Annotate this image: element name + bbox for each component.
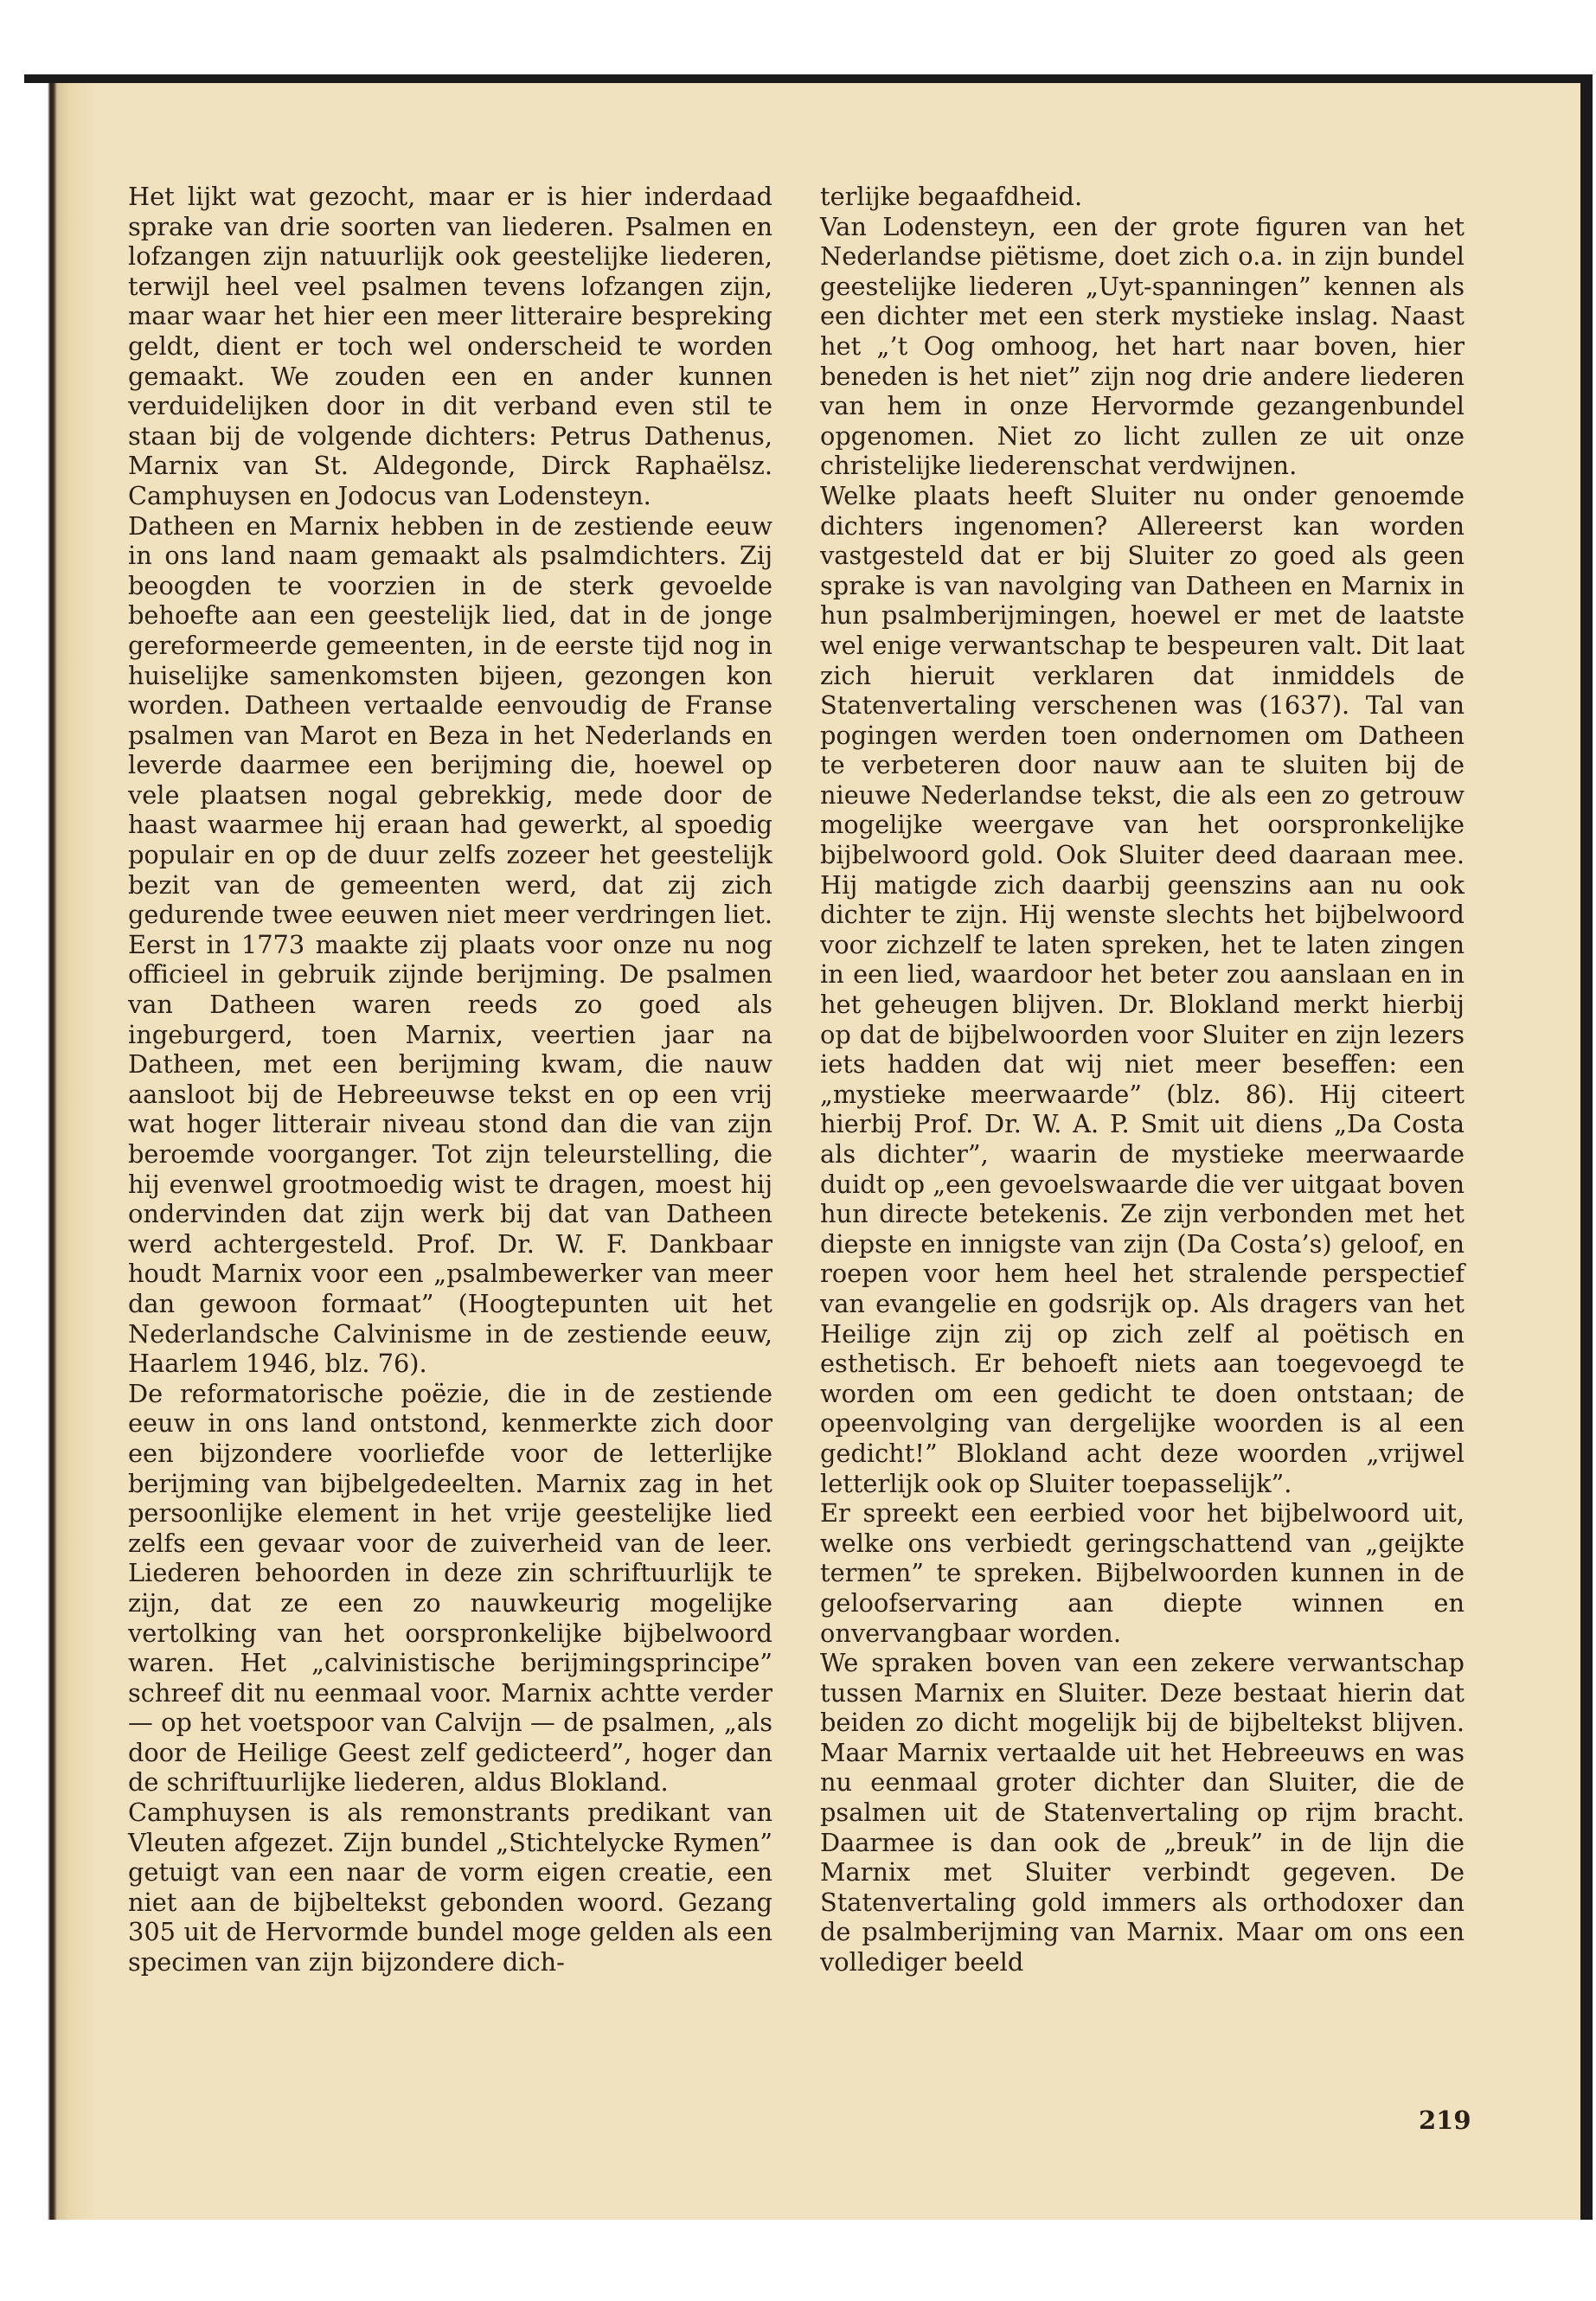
page-number: 219 [1419, 2106, 1471, 2135]
paragraph: Van Lodensteyn, een der grote figuren van het Nederlandse piëtisme, doet zich o.a. in zijn bundel geestelijke liederen „Uyt-spanningen” kennen als een dichter met een sterk mystieke inslag. Naast het „’t Oog omhoog, het hart naar boven, hier beneden is het niet” zijn nog drie andere liederen van hem in onze Hervormde gezangenbundel opgenomen. Niet zo licht zullen ze uit onze christelijke liederenschat verdwijnen. [820, 211, 1465, 481]
paragraph: We spraken boven van een zekere verwantschap tussen Marnix en Sluiter. Deze bestaat hierin dat beiden zo dicht mogelijk bij de bijbeltekst blijven. Maar Marnix vertaalde uit het Hebreeuws en was nu eenmaal groter dichter dan Sluiter, die de psalmen uit de Statenvertaling op rijm bracht. Daarmee is dan ook de „breuk” in de lijn die Marnix met Sluiter verbindt gegeven. De Statenvertaling gold immers als orthodoxer dan de psalmberijming van Marnix. Maar om ons een vollediger beeld [820, 1648, 1465, 1977]
paragraph: Het lijkt wat gezocht, maar er is hier inderdaad sprake van drie soorten van liederen. Psalmen en lofzangen zijn natuurlijk ook geestelijke liederen, terwijl heel veel psalmen tevens lofzangen zijn, maar waar het hier een meer litteraire bespreking geldt, dient er toch wel onderscheid te worden gemaakt. We zouden een en ander kunnen verduidelijken door in dit verband even stil te staan bij de volgende dichters: Petrus Dathenus, Marnix van St. Aldegonde, Dirck Raphaëlsz. Camphuysen en Jodocus van Lodensteyn. [128, 182, 772, 510]
paragraph: Er spreekt een eerbied voor het bijbelwoord uit, welke ons verbiedt geringschattend van „geijkte termen” te spreken. Bijbelwoorden kunnen in de geloofservaring aan diepte winnen en onvervangbaar worden. [820, 1498, 1465, 1648]
paragraph: Datheen en Marnix hebben in de zestiende eeuw in ons land naam gemaakt als psalmdichters. Zij beoogden te voorzien in de sterk gevoelde behoefte aan een geestelijk lied, dat in de jonge gereformeerde gemeenten, in de eerste tijd nog in huiselijke samenkomsten bijeen, gezongen kon worden. Datheen vertaalde eenvoudig de Franse psalmen van Marot en Beza in het Nederlands en leverde daarmee een berijming die, hoewel op vele plaatsen nogal gebrekkig, mede door de haast waarmee hij eraan had gewerkt, al spoedig populair en op de duur zelfs zozeer het geestelijk bezit van de gemeenten werd, dat zij zich gedurende twee eeuwen niet meer verdringen liet. Eerst in 1773 maakte zij plaats voor onze nu nog officieel in gebruik zijnde berijming. De psalmen van Datheen waren reeds zo goed als ingeburgerd, toen Marnix, veertien jaar na Datheen, met een berijming kwam, die nauw aansloot bij de Hebreeuwse tekst en op een vrij wat hoger litterair niveau stond dan die van zijn beroemde voorganger. Tot zijn teleurstelling, die hij evenwel grootmoedig wist te dragen, moest hij ondervinden dat zijn werk bij dat van Datheen werd achtergesteld. Prof. Dr. W. F. Dankbaar houdt Marnix voor een „psalmbewerker van meer dan gewoon formaat” (Hoogtepunten uit het Nederlandsche Calvinisme in de zestiende eeuw, Haarlem 1946, blz. 76). [128, 510, 772, 1379]
text-column-right [820, 182, 1465, 1977]
paragraph: terlijke begaafdheid. [820, 182, 1083, 211]
paragraph: Camphuysen is als remonstrants predikant van Vleuten afgezet. Zijn bundel „Stichtelycke Rymen” getuigt van een naar de vorm eigen creatie, een niet aan de bijbeltekst gebonden woord. Gezang 305 uit de Hervormde bundel moge gelden als een specimen van zijn bijzondere dich- [128, 1798, 772, 1977]
book-spine [0, 83, 95, 2220]
text-column-left [128, 182, 772, 1977]
paragraph: Welke plaats heeft Sluiter nu onder genoemde dichters ingenomen? Allereerst kan worden vastgesteld dat er bij Sluiter zo goed als geen sprake is van navolging van Datheen en Marnix in hun psalmberijmingen, hoewel er met de laatste wel enige verwantschap te bespeuren valt. Dit laat zich hieruit verklaren dat inmiddels de Statenvertaling verschenen was (1637). Tal van pogingen werden toen ondernomen om Datheen te verbeteren door nauw aan te sluiten bij de nieuwe Nederlandse tekst, die als een zo getrouw mogelijke weergave van het oorspronkelijke bijbelwoord gold. Ook Sluiter deed daaraan mee. Hij matigde zich daarbij geenszins aan nu ook dichter te zijn. Hij wenste slechts het bijbelwoord voor zichzelf te laten spreken, het te laten zingen in een lied, waardoor het beter zou aanslaan en in het geheugen blijven. Dr. Blokland merkt hierbij op dat de bijbelwoorden voor Sluiter en zijn lezers iets hadden dat wij niet meer beseffen: een „mystieke meerwaarde” (blz. 86). Hij citeert hierbij Prof. Dr. W. A. P. Smit uit diens „Da Costa als dichter”, waarin de mystieke meerwaarde duidt op „een gevoelswaarde die ver uitgaat boven hun directe betekenis. Ze zijn verbonden met het diepste en innigste van zijn (Da Costa’s) geloof, en roepen voor hem heel het stralende perspectief van evangelie en godsrijk op. Als dragers van het Heilige zijn zij op zich zelf al poëtisch en esthetisch. Er behoeft niets aan toegevoegd te worden om een gedicht te doen ontstaan; de opeenvolging van dergelijke woorden is al een gedicht!” Blokland acht deze woorden „vrijwel letterlijk ook op Sluiter toepasselijk”. [820, 480, 1465, 1498]
paragraph: De reformatorische poëzie, die in de zestiende eeuw in ons land ontstond, kenmerkte zich door een bijzondere voorliefde voor de letterlijke berijming van bijbelgedeelten. Marnix zag in het persoonlijke element in het vrije geestelijke lied zelfs een gevaar voor de zuiverheid van de leer. Liederen behoorden in deze zin schriftuurlijk te zijn, dat ze een zo nauwkeurig mogelijke vertolking van het oorspronkelijke bijbelwoord waren. Het „calvinistische berijmingsprincipe” schreef dit nu eenmaal voor. Marnix achtte verder — op het voetspoor van Calvijn — de psalmen, „als door de Heilige Geest zelf gedicteerd”, hoger dan de schriftuurlijke liederen, aldus Blokland. [128, 1378, 772, 1798]
